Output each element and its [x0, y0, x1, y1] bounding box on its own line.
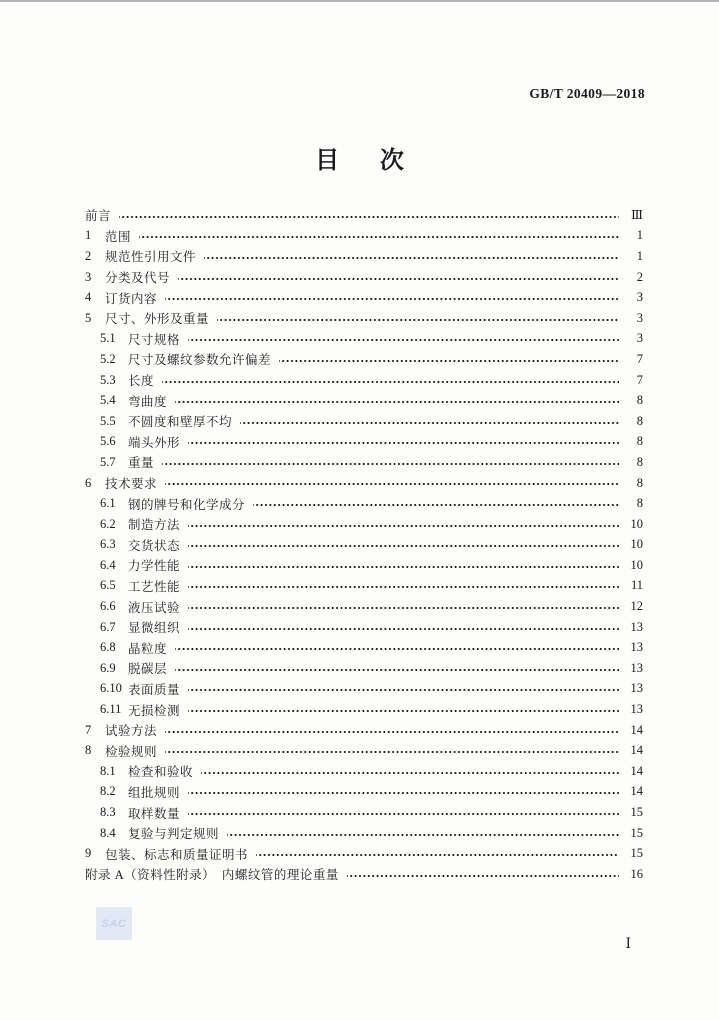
toc-entry-page: 8 [636, 475, 643, 490]
dot-leader [204, 246, 619, 267]
toc-entry-label: 重量 [128, 456, 155, 471]
toc-entry-number: 5.3 [100, 372, 116, 387]
toc-entry-label: 分类及代号 [105, 271, 171, 286]
scan-edge-line [0, 0, 719, 2]
dot-leader [162, 452, 619, 473]
toc-row [85, 637, 643, 658]
toc-row [85, 761, 643, 782]
dot-leader [119, 205, 619, 226]
toc-entry-number: 8.4 [100, 825, 116, 840]
toc-entry-number: 8.2 [100, 784, 116, 799]
toc-entry-page: 8 [636, 434, 643, 449]
toc-entry-number: 6.9 [100, 660, 116, 675]
toc-entry-number: 5 [85, 310, 92, 325]
toc-entry-page: 1 [636, 228, 643, 243]
toc-entry-page: 13 [630, 681, 643, 696]
toc-entry-page: Ⅲ [630, 208, 643, 223]
toc-entry-label: 包装、标志和质量证明书 [105, 847, 249, 862]
toc-row [85, 205, 643, 226]
dot-leader [188, 782, 619, 803]
sac-watermark: SAC [96, 907, 132, 940]
toc-row [85, 802, 643, 823]
dot-leader [165, 740, 619, 761]
toc-row [85, 782, 643, 803]
toc-entry-page: 10 [630, 516, 643, 531]
dot-leader [253, 493, 619, 514]
toc-entry-number: 8.1 [100, 763, 116, 778]
toc-entry-label: 无损检测 [128, 703, 181, 718]
toc-row [85, 246, 643, 267]
toc-row [85, 658, 643, 679]
toc-entry-number: 5.7 [100, 454, 116, 469]
toc-row [85, 308, 643, 329]
dot-leader [188, 699, 619, 720]
toc-entry-label: 尺寸规格 [128, 332, 181, 347]
toc-entry-label: 表面质量 [128, 682, 181, 697]
toc-entry-page: 16 [630, 866, 643, 881]
toc-entry-number: 6.10 [100, 681, 122, 696]
toc-row [85, 823, 643, 844]
toc-entry-number: 8 [85, 743, 92, 758]
toc-entry-number: 7 [85, 722, 92, 737]
toc-entry-label: 检查和验收 [128, 765, 194, 780]
toc-entry-page: 15 [630, 846, 643, 861]
toc-row [85, 411, 643, 432]
toc-entry-label: 复验与判定规则 [128, 827, 220, 842]
toc-entry-label: 不圆度和壁厚不均 [128, 415, 233, 430]
toc-entry-label: 交货状态 [128, 538, 181, 553]
dot-leader [188, 555, 619, 576]
toc-row [85, 452, 643, 473]
dot-leader [201, 761, 619, 782]
toc-entry-page: 3 [636, 331, 643, 346]
dot-leader [256, 843, 619, 864]
toc-row [85, 555, 643, 576]
toc-row [85, 349, 643, 370]
toc-entry-number: 6.6 [100, 599, 116, 614]
toc-entry-label: 规范性引用文件 [105, 250, 197, 265]
dot-leader [165, 287, 619, 308]
toc-entry-number: 3 [85, 269, 92, 284]
folio-page-number: Ⅰ [625, 937, 631, 952]
dot-leader [165, 720, 619, 741]
toc-entry-label: 范围 [105, 229, 132, 244]
toc-entry-number: 5.1 [100, 331, 116, 346]
toc-entry-page: 14 [630, 763, 643, 778]
toc-entry-label: 附录 A（资料性附录） 内螺纹管的理论重量 [85, 868, 339, 883]
toc-entry-number: 2 [85, 248, 92, 263]
dot-leader [188, 432, 619, 453]
toc-entry-number: 6.7 [100, 619, 116, 634]
dot-leader [227, 823, 619, 844]
toc-entry-number: 1 [85, 228, 92, 243]
toc-row [85, 535, 643, 556]
dot-leader [178, 267, 619, 288]
toc-entry-label: 长度 [128, 374, 155, 389]
dot-leader [188, 596, 619, 617]
dot-leader [175, 390, 619, 411]
toc-entry-label: 技术要求 [105, 477, 158, 492]
toc-entry-label: 力学性能 [128, 559, 181, 574]
toc-entry-page: 15 [630, 805, 643, 820]
toc-entry-number: 8.3 [100, 805, 116, 820]
toc-row [85, 329, 643, 350]
toc-entry-number: 4 [85, 290, 92, 305]
toc-entry-page: 13 [630, 619, 643, 634]
toc-entry-page: 10 [630, 537, 643, 552]
dot-leader [188, 329, 619, 350]
toc-row [85, 514, 643, 535]
toc-row [85, 699, 643, 720]
toc-entry-page: 11 [630, 578, 643, 593]
toc-row [85, 843, 643, 864]
toc-entry-page: 7 [636, 351, 643, 366]
toc-row [85, 370, 643, 391]
toc-entry-page: 8 [636, 496, 643, 511]
toc-entry-label: 弯曲度 [128, 394, 168, 409]
toc-entry-page: 10 [630, 557, 643, 572]
toc-row [85, 287, 643, 308]
toc-entry-page: 14 [630, 784, 643, 799]
toc-row [85, 596, 643, 617]
toc-entry-page: 12 [630, 599, 643, 614]
dot-leader [188, 576, 619, 597]
dot-leader [279, 349, 619, 370]
dot-leader [188, 535, 619, 556]
toc-entry-label: 晶粒度 [128, 641, 168, 656]
toc-entry-page: 3 [636, 310, 643, 325]
toc-entry-page: 13 [630, 660, 643, 675]
toc-entry-number: 9 [85, 846, 92, 861]
toc-row [85, 576, 643, 597]
dot-leader [217, 308, 619, 329]
dot-leader [188, 802, 619, 823]
toc-row [85, 740, 643, 761]
toc-entry-label: 订货内容 [105, 291, 158, 306]
dot-leader [188, 617, 619, 638]
toc-entry-page: 2 [636, 269, 643, 284]
toc-entry-number: 5.6 [100, 434, 116, 449]
toc-entry-number: 6.4 [100, 557, 116, 572]
dot-leader [175, 658, 619, 679]
toc-row [85, 493, 643, 514]
toc-entry-number: 6.1 [100, 496, 116, 511]
toc-entry-label: 尺寸、外形及重量 [105, 312, 210, 327]
toc-list [85, 205, 643, 885]
dot-leader [188, 514, 619, 535]
toc-entry-page: 7 [636, 372, 643, 387]
toc-entry-number: 6 [85, 475, 92, 490]
toc-entry-label: 组批规则 [128, 785, 181, 800]
toc-entry-number: 6.5 [100, 578, 116, 593]
dot-leader [240, 411, 619, 432]
toc-entry-page: 14 [630, 743, 643, 758]
toc-entry-label: 液压试验 [128, 600, 181, 615]
toc-row [85, 473, 643, 494]
toc-entry-label: 试验方法 [105, 724, 158, 739]
toc-entry-label: 尺寸及螺纹参数允许偏差 [128, 353, 272, 368]
toc-row [85, 617, 643, 638]
dot-leader [347, 864, 619, 885]
standard-number: GB/T 20409—2018 [529, 86, 645, 101]
toc-entry-page: 14 [630, 722, 643, 737]
page-title: 目 次 [315, 147, 413, 174]
toc-entry-page: 13 [630, 702, 643, 717]
toc-entry-label: 显微组织 [128, 621, 181, 636]
toc-row [85, 679, 643, 700]
toc-row [85, 390, 643, 411]
toc-row [85, 864, 643, 885]
dot-leader [175, 637, 619, 658]
toc-entry-label: 工艺性能 [128, 579, 181, 594]
toc-entry-label: 制造方法 [128, 518, 181, 533]
toc-row [85, 226, 643, 247]
toc-entry-number: 6.8 [100, 640, 116, 655]
toc-entry-page: 1 [636, 248, 643, 263]
toc-row [85, 432, 643, 453]
toc-entry-number: 6.11 [100, 702, 122, 717]
toc-entry-page: 8 [636, 393, 643, 408]
toc-entry-number: 6.2 [100, 516, 116, 531]
toc-entry-label: 检验规则 [105, 744, 158, 759]
toc-entry-label: 取样数量 [128, 806, 181, 821]
toc-entry-number: 5.2 [100, 351, 116, 366]
toc-row [85, 720, 643, 741]
toc-entry-page: 8 [636, 454, 643, 469]
toc-entry-label: 端头外形 [128, 435, 181, 450]
toc-row [85, 267, 643, 288]
toc-entry-number: 6.3 [100, 537, 116, 552]
dot-leader [165, 473, 619, 494]
toc-entry-page: 13 [630, 640, 643, 655]
dot-leader [162, 370, 619, 391]
toc-entry-number: 5.5 [100, 413, 116, 428]
toc-entry-label: 前言 [85, 209, 112, 224]
dot-leader [139, 226, 619, 247]
dot-leader [188, 679, 619, 700]
toc-entry-label: 钢的牌号和化学成分 [128, 497, 246, 512]
toc-entry-number: 5.4 [100, 393, 116, 408]
toc-entry-page: 15 [630, 825, 643, 840]
toc-entry-page: 3 [636, 290, 643, 305]
toc-entry-label: 脱碳层 [128, 662, 168, 677]
toc-entry-page: 8 [636, 413, 643, 428]
